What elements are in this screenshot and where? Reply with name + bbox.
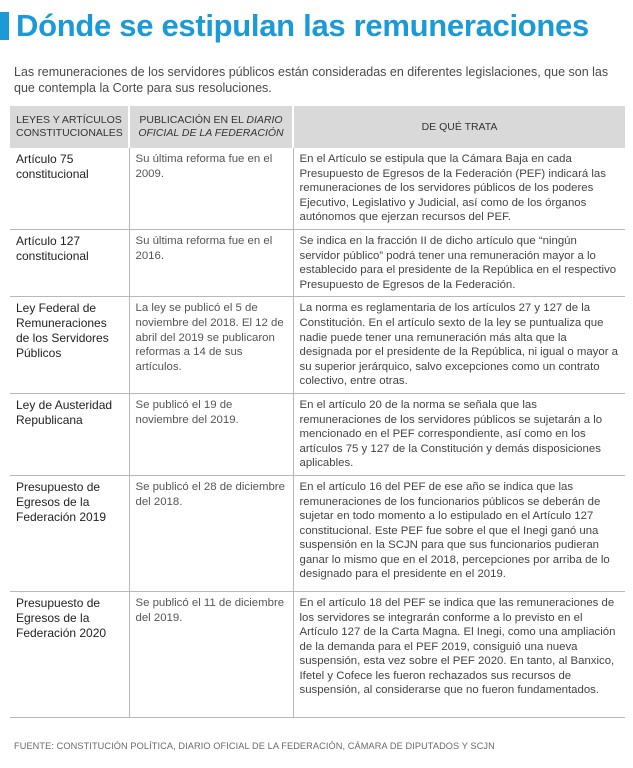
header-publication-text: PUBLICACIÓN EN EL bbox=[139, 114, 247, 126]
header-publication-italic: DIARIO OFICIAL DE LA FEDERACIÓN bbox=[138, 114, 284, 139]
table-row bbox=[10, 297, 625, 394]
publication-cell: Se publicó el 28 de diciembre del 2018. bbox=[129, 475, 293, 591]
content-cell: Se indica en la fracción II de dicho artículo que “ningún servidor público” podrá tener una remuneración mayor a lo establecido para el presidente de la República en el respectivo Presupuesto de Egresos de la Federación. bbox=[293, 229, 625, 296]
table-row bbox=[10, 229, 625, 296]
title-block bbox=[0, 6, 633, 46]
publication-cell: Su última reforma fue en el 2009. bbox=[129, 148, 293, 229]
source-note: FUENTE: CONSTITUCIÓN POLÍTICA, DIARIO OFICIAL DE LA FEDERACIÓN, CÁMARA DE DIPUTADOS Y SCJN bbox=[14, 741, 495, 751]
content-cell: La norma es reglamentaria de los artículos 27 y 127 de la Constitución. En el artículo sexto de la ley se puntualiza que nadie puede tener una remuneración más alta que la designada por el presidente de la República, ni igual o mayor a su superior jerárquico, salvo excepciones como un contrato colectivo, entre otras. bbox=[293, 297, 625, 394]
header-content: DE QUÉ TRATA bbox=[293, 106, 625, 148]
law-cell: Artículo 127 constitucional bbox=[10, 229, 129, 296]
law-cell: Artículo 75 constitucional bbox=[10, 148, 129, 229]
content-cell: En el Artículo se estipula que la Cámara Baja en cada Presupuesto de Egresos de la Federación (PEF) indicará las remuneraciones de los servidores públicos de los poderes Ejecutivo, Legislativo y Judicial, así como de los órganos autónomos que ejerzan recursos del PEF. bbox=[293, 148, 625, 229]
law-cell: Ley de Austeridad Republicana bbox=[10, 393, 129, 475]
header-publication bbox=[129, 106, 293, 148]
header-laws: LEYES Y ARTÍCULOS CONSTITUCIONALES bbox=[10, 106, 129, 148]
law-cell: Ley Federal de Remuneraciones de los Servidores Públicos bbox=[10, 297, 129, 394]
publication-cell: Se publicó el 11 de diciembre del 2019. bbox=[129, 591, 293, 717]
content-cell: En el artículo 18 del PEF se indica que las remuneraciones de los servidores se integrarán conforme a lo previsto en el Artículo 127 de la Carta Magna. El Inegi, como una ampliación de la demanda para el PEF 2019, consiguió una nueva suspensión, esta vez sobre el PEF 2020. En tanto, al Banxico, Ifetel y Cofece les fueron rechazados sus recursos de suspensión, al considerarse que no fueron fundamentados. bbox=[293, 591, 625, 717]
table-row bbox=[10, 393, 625, 475]
table-row bbox=[10, 591, 625, 717]
intro-paragraph: Las remuneraciones de los servidores públicos están consideradas en diferentes legislaciones, que son las que contempla la Corte para sus resoluciones. bbox=[14, 65, 609, 95]
table-row bbox=[10, 475, 625, 591]
content-cell: En el artículo 16 del PEF de ese año se indica que las remuneraciones de los funcionarios públicos se deberán de sujetar en todo momento a lo estipulado en el Artículo 127 constitucional. Este PEF fue sobre el que el Inegi ganó una suspensión en la SCJN para que sus funcionarios pudieran ganar lo mismo que en el 2018, percepciones por arriba de lo designado para el presidente en el 2019. bbox=[293, 475, 625, 591]
law-cell: Presupuesto de Egresos de la Federación 2019 bbox=[10, 475, 129, 591]
content-cell: En el artículo 20 de la norma se señala que las remuneraciones de los servidores públicos se sujetarán a lo mencionado en el PEF correspondiente, así como en los artículos 75 y 127 de la Constitución y demás disposiciones aplicables. bbox=[293, 393, 625, 475]
table-row bbox=[10, 148, 625, 229]
law-cell: Presupuesto de Egresos de la Federación 2020 bbox=[10, 591, 129, 717]
publication-cell: La ley se publicó el 5 de noviembre del 2018. El 12 de abril del 2019 se publicaron reformas a 14 de sus artículos. bbox=[129, 297, 293, 394]
publication-cell: Se publicó el 19 de noviembre del 2019. bbox=[129, 393, 293, 475]
table-header-row bbox=[10, 106, 625, 148]
publication-cell: Su última reforma fue en el 2016. bbox=[129, 229, 293, 296]
title-accent-bar bbox=[0, 12, 9, 40]
page-title: Dónde se estipulan las remuneraciones bbox=[16, 8, 589, 43]
legislation-table bbox=[10, 106, 625, 718]
